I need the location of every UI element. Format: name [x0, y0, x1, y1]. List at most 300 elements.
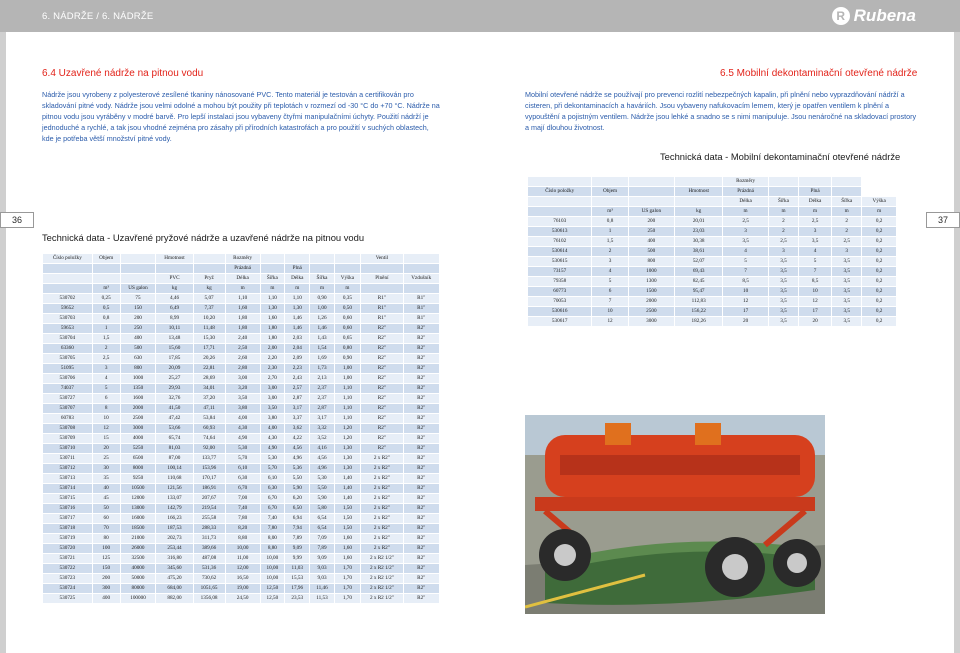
table-cell: 530713 [43, 474, 93, 484]
table-cell: 1,69 [310, 354, 334, 364]
table-cell: 530710 [43, 444, 93, 454]
table-row [528, 217, 897, 227]
table-cell: 2,87 [285, 394, 310, 404]
header-cell [592, 177, 628, 187]
table-cell: 6,50 [285, 504, 310, 514]
table-cell: 8,00 [260, 534, 284, 544]
table-cell: 2,37 [310, 384, 334, 394]
table-cell: R2" [403, 494, 440, 504]
header-cell: Plná [799, 187, 832, 197]
header-cell: m [334, 284, 361, 294]
table-cell: 0,2 [862, 287, 897, 297]
header-cell [92, 264, 120, 274]
table-cell: 7 [592, 297, 628, 307]
table-cell: 207,67 [193, 494, 225, 504]
table-cell: 17,96 [285, 584, 310, 594]
table-cell: R2" [403, 514, 440, 524]
table-cell: 6,70 [260, 494, 284, 504]
table-title-right: Technická data - Mobilní dekontaminační otevřené nádrže [660, 151, 901, 162]
table-cell: 7 [799, 267, 832, 277]
table-row [43, 464, 440, 474]
table-cell: 4,56 [285, 444, 310, 454]
table-cell: 3 [723, 227, 769, 237]
table-cell: 1,10 [225, 294, 260, 304]
table-cell: 6,54 [310, 524, 334, 534]
table-cell: 156,22 [675, 307, 723, 317]
table-cell: 29,93 [156, 384, 193, 394]
table-cell: 4 [592, 267, 628, 277]
header-cell: Prázdná [723, 187, 769, 197]
table-cell: 20,01 [675, 217, 723, 227]
header-cell [528, 207, 592, 217]
header-cell [334, 264, 361, 274]
table-cell: 1,46 [310, 324, 334, 334]
table-header-row [43, 284, 440, 294]
table-cell: 74037 [43, 384, 93, 394]
table-cell: 4,90 [260, 444, 284, 454]
table-cell: 1,50 [334, 514, 361, 524]
table-cell: 1356,08 [193, 594, 225, 604]
table-cell: 1,30 [334, 454, 361, 464]
header-cell: Plnění [361, 274, 403, 284]
table-cell: 112,83 [675, 297, 723, 307]
page-number-right: 37 [926, 212, 960, 228]
table-cell: 150 [92, 564, 120, 574]
table-cell: 2,09 [285, 354, 310, 364]
table-cell: 4,22 [285, 434, 310, 444]
table-cell: 9250 [120, 474, 156, 484]
table-cell: 81,03 [156, 444, 193, 454]
table-cell: 1,60 [225, 304, 260, 314]
table-cell: 7 [723, 267, 769, 277]
table-cell: 1,10 [260, 294, 284, 304]
table-row [528, 307, 897, 317]
table-cell: 11,00 [225, 554, 260, 564]
header-cell: Číslo položky [528, 187, 592, 197]
header-cell [156, 264, 193, 274]
table-cell: 530725 [43, 594, 93, 604]
table-cell: R2" [361, 414, 403, 424]
header-cell [768, 177, 798, 187]
table-cell: 121,56 [156, 484, 193, 494]
table-cell: 3,5 [723, 237, 769, 247]
table-cell: 2 x R2" [361, 454, 403, 464]
table-row [43, 514, 440, 524]
table-cell: 0,2 [862, 277, 897, 287]
table-row [528, 317, 897, 327]
table-cell: 13,48 [156, 334, 193, 344]
table-header-row [528, 187, 897, 197]
table-row [528, 237, 897, 247]
table-cell: R2" [403, 324, 440, 334]
table-row [43, 384, 440, 394]
table-cell: 2,50 [225, 344, 260, 354]
table-cell: 3,17 [310, 414, 334, 424]
table-cell: 4,16 [310, 444, 334, 454]
table-cell: 2 x R2" [361, 514, 403, 524]
table-cell: 530712 [43, 464, 93, 474]
table-cell: 1,46 [285, 314, 310, 324]
table-cell: R1" [361, 304, 403, 314]
header-cell: m [310, 284, 334, 294]
table-cell: 52,07 [675, 257, 723, 267]
table-cell: 1 [92, 324, 120, 334]
table-cell: 4,46 [156, 294, 193, 304]
table-cell: R2" [403, 484, 440, 494]
table-cell: 5,80 [310, 504, 334, 514]
table-cell: 2,5 [768, 237, 798, 247]
table-cell: 3,52 [310, 434, 334, 444]
table-cell: R2" [361, 354, 403, 364]
table-decon-tanks [527, 176, 897, 327]
table-cell: 2,5 [723, 217, 769, 227]
header-cell [361, 264, 403, 274]
table-cell: 1,60 [334, 554, 361, 564]
table-cell: 60773 [528, 287, 592, 297]
table-header-row [43, 254, 440, 264]
table-cell: 2,37 [310, 394, 334, 404]
table-row [43, 354, 440, 364]
table-cell: 4,56 [310, 454, 334, 464]
table-cell: 2500 [120, 414, 156, 424]
table-cell: 0,2 [862, 317, 897, 327]
table-cell: 28,69 [193, 374, 225, 384]
table-row [43, 554, 440, 564]
table-cell: 1,30 [260, 304, 284, 314]
table-cell: 2,03 [285, 334, 310, 344]
header-cell [260, 254, 284, 264]
table-cell: 530723 [43, 574, 93, 584]
table-row [43, 544, 440, 554]
table-cell: 80000 [120, 584, 156, 594]
table-cell: 531,36 [193, 564, 225, 574]
table-cell: R2" [403, 574, 440, 584]
table-cell: 500 [628, 247, 674, 257]
table-row [43, 584, 440, 594]
table-cell: R2" [403, 464, 440, 474]
header-cell [285, 254, 310, 264]
table-cell: 3000 [120, 424, 156, 434]
table-cell: 40 [92, 484, 120, 494]
table-cell: 25,27 [156, 374, 193, 384]
table-cell: 7,89 [285, 534, 310, 544]
table-cell: R1" [403, 304, 440, 314]
table-cell: 80 [92, 534, 120, 544]
table-cell: 2 x R2" [361, 544, 403, 554]
table-cell: R2" [361, 334, 403, 344]
table-cell: 15,53 [285, 574, 310, 584]
table-cell: 5,30 [260, 454, 284, 464]
table-cell: 1300 [628, 277, 674, 287]
table-cell: 530616 [528, 307, 592, 317]
table-cell: 6,70 [260, 504, 284, 514]
table-cell: 1350 [120, 384, 156, 394]
table-cell: 0,2 [862, 297, 897, 307]
table-cell: 255,58 [193, 514, 225, 524]
table-cell: 1,00 [310, 304, 334, 314]
header-cell [193, 254, 225, 264]
table-cell: 2,04 [285, 344, 310, 354]
table-cell: 74,64 [193, 434, 225, 444]
table-cell: 6500 [120, 454, 156, 464]
table-cell: 1,50 [334, 504, 361, 514]
table-cell: 6 [92, 394, 120, 404]
table-cell: 4,96 [285, 454, 310, 464]
table-cell: 3,80 [225, 404, 260, 414]
table-cell: 3,00 [225, 374, 260, 384]
header-cell: Hmotnost [675, 187, 723, 197]
table-cell: 6,10 [260, 474, 284, 484]
table-cell: 0,2 [862, 257, 897, 267]
table-cell: 3,5 [768, 297, 798, 307]
table-cell: 76103 [528, 217, 592, 227]
table-cell: 8 [92, 404, 120, 414]
table-cell: 1,80 [225, 324, 260, 334]
table-cell: 5,90 [285, 484, 310, 494]
table-cell: R2" [361, 434, 403, 444]
table-cell: 9,09 [285, 544, 310, 554]
table-cell: 50 [92, 504, 120, 514]
table-cell: 8,80 [225, 534, 260, 544]
table-cell: 1,70 [334, 584, 361, 594]
table-cell: R2" [361, 404, 403, 414]
header-cell: kg [193, 284, 225, 294]
header-cell: PVC [156, 274, 193, 284]
table-cell: 150 [120, 304, 156, 314]
table-cell: 0,50 [334, 304, 361, 314]
table-row [43, 504, 440, 514]
table-cell: 4,00 [260, 424, 284, 434]
header-cell: kg [675, 207, 723, 217]
table-cell: 6,30 [225, 474, 260, 484]
header-cell [403, 264, 440, 274]
header-cell [832, 187, 862, 197]
table-cell: 530727 [43, 394, 93, 404]
table-cell: 200 [92, 574, 120, 584]
table-cell: 2,60 [225, 354, 260, 364]
table-cell: 5 [799, 257, 832, 267]
table-cell: R2" [403, 374, 440, 384]
table-cell: 125 [92, 554, 120, 564]
table-cell: 5,30 [225, 444, 260, 454]
table-cell: 60,93 [193, 424, 225, 434]
table-cell: 3,5 [768, 287, 798, 297]
table-cell: 530615 [528, 257, 592, 267]
table-cell: 530705 [43, 354, 93, 364]
table-cell: 3,37 [285, 414, 310, 424]
table-header-row [528, 207, 897, 217]
table-cell: 684,00 [156, 584, 193, 594]
table-cell: 200 [120, 314, 156, 324]
table-cell: 6,94 [285, 514, 310, 524]
table-cell: 1,60 [334, 534, 361, 544]
header-cell: Prázdná [225, 264, 260, 274]
table-cell: 8,80 [260, 544, 284, 554]
table-cell: 2 x R2" [361, 534, 403, 544]
table-cell: 13000 [120, 504, 156, 514]
header-cell: Délka [285, 274, 310, 284]
table-cell: 53,84 [193, 414, 225, 424]
table-cell: 3,80 [260, 414, 284, 424]
table-cell: 3,5 [768, 307, 798, 317]
table-cell: 20 [723, 317, 769, 327]
table-cell: 200 [628, 217, 674, 227]
table-cell: 41,50 [156, 404, 193, 414]
table-cell: 530711 [43, 454, 93, 464]
table-cell: 3,32 [310, 424, 334, 434]
table-cell: R2" [403, 394, 440, 404]
table-cell: 530704 [43, 334, 93, 344]
table-cell: 70053 [528, 297, 592, 307]
table-cell: 2000 [120, 404, 156, 414]
table-cell: 17 [799, 307, 832, 317]
table-cell: 300 [92, 584, 120, 594]
table-cell: 530707 [43, 404, 93, 414]
table-cell: 2500 [628, 307, 674, 317]
table-cell: 40000 [120, 564, 156, 574]
table-cell: 100 [92, 544, 120, 554]
table-cell: 6,70 [225, 484, 260, 494]
table-cell: 1,30 [285, 304, 310, 314]
table-title-left: Technická data - Uzavřené pryžové nádrže a uzavřené nádrže na pitnou vodu [42, 232, 365, 243]
header-cell [675, 177, 723, 187]
header-cell: Objem [592, 187, 628, 197]
header-cell: Výška [862, 197, 897, 207]
table-cell: 18500 [120, 524, 156, 534]
header-cell [334, 254, 361, 264]
table-cell: 0,2 [862, 267, 897, 277]
section-title-6-5: 6.5 Mobilní dekontaminační otevřené nádrže [720, 68, 918, 79]
header-cell [628, 187, 674, 197]
table-cell: 0,2 [862, 307, 897, 317]
header-cell [193, 264, 225, 274]
table-cell: R2" [403, 384, 440, 394]
table-cell: 100,14 [156, 464, 193, 474]
table-cell: 2 x R2" [361, 494, 403, 504]
table-cell: 12 [723, 297, 769, 307]
header-cell: Výška [334, 274, 361, 284]
table-cell: 25 [92, 454, 120, 464]
table-cell: 170,17 [193, 474, 225, 484]
table-cell: 3,5 [768, 257, 798, 267]
table-cell: 389,66 [193, 544, 225, 554]
table-cell: 15 [92, 434, 120, 444]
table-cell: 24,50 [225, 594, 260, 604]
table-cell: 4,00 [225, 414, 260, 424]
table-cell: 45 [92, 494, 120, 504]
table-cell: 11,48 [193, 324, 225, 334]
header-cell: m [225, 284, 260, 294]
table-cell: 11,53 [310, 594, 334, 604]
table-cell: 0,80 [334, 344, 361, 354]
table-cell: 17,85 [156, 354, 193, 364]
table-cell: 0,25 [92, 294, 120, 304]
table-cell: 1,20 [334, 424, 361, 434]
table-cell: 10,00 [260, 574, 284, 584]
table-row [43, 524, 440, 534]
table-cell: R2" [403, 454, 440, 464]
table-cell: 6,30 [260, 484, 284, 494]
table-cell: 3,5 [832, 267, 862, 277]
table-cell: 21000 [120, 534, 156, 544]
table-cell: 1,46 [285, 324, 310, 334]
table-cell: 142,79 [156, 504, 193, 514]
table-cell: 2,40 [225, 334, 260, 344]
table-cell: 0,8 [92, 314, 120, 324]
table-cell: 2,30 [260, 364, 284, 374]
table-cell: 0,60 [334, 324, 361, 334]
section-title-6-4: 6.4 Uzavřené nádrže na pitnou vodu [42, 68, 204, 79]
table-cell: 1,60 [334, 544, 361, 554]
table-cell: 30,38 [675, 237, 723, 247]
header-cell: Šířka [260, 274, 284, 284]
table-cell: 12,50 [260, 584, 284, 594]
table-cell: R1" [403, 294, 440, 304]
table-cell: 530719 [43, 534, 93, 544]
table-cell: 8,5 [723, 277, 769, 287]
table-cell: 0,2 [862, 247, 897, 257]
table-cell: 20 [799, 317, 832, 327]
table-row [528, 267, 897, 277]
table-cell: 1,70 [334, 594, 361, 604]
table-cell: 4 [723, 247, 769, 257]
table-cell: 1,80 [225, 314, 260, 324]
table-cell: 4 [92, 374, 120, 384]
table-cell: 3,5 [768, 277, 798, 287]
table-row [43, 314, 440, 324]
table-header-row [528, 177, 897, 187]
table-cell: 3,50 [225, 394, 260, 404]
table-cell: 5,50 [310, 484, 334, 494]
table-cell: 9,03 [310, 564, 334, 574]
table-cell: 1,5 [592, 237, 628, 247]
table-header-row [528, 197, 897, 207]
table-cell: 3,5 [799, 237, 832, 247]
table-cell: R2" [403, 594, 440, 604]
header-cell: m³ [92, 284, 120, 294]
table-cell: 630 [120, 354, 156, 364]
header-cell [43, 284, 93, 294]
table-cell: 288,33 [193, 524, 225, 534]
table-cell: 10 [92, 414, 120, 424]
table-cell: 530722 [43, 564, 93, 574]
table-cell: 4,90 [225, 434, 260, 444]
table-cell: 10 [799, 287, 832, 297]
table-cell: 1500 [628, 287, 674, 297]
table-header-row [43, 274, 440, 284]
table-row [43, 334, 440, 344]
table-cell: 4,96 [310, 464, 334, 474]
header-cell: Šířka [768, 197, 798, 207]
table-cell: 70 [92, 524, 120, 534]
header-cell: Délka [723, 197, 769, 207]
table-cell: 1,73 [310, 364, 334, 374]
header-cell [260, 264, 284, 274]
table-cell: 4,30 [225, 424, 260, 434]
table-cell: 1,10 [334, 384, 361, 394]
table-cell: 11,03 [285, 564, 310, 574]
table-cell: 10,00 [260, 564, 284, 574]
table-cell: 2 x R2" [361, 464, 403, 474]
table-cell: 2,23 [285, 364, 310, 374]
table-row [528, 287, 897, 297]
table-cell: 5 [592, 277, 628, 287]
header-cell [675, 197, 723, 207]
table-cell: 530721 [43, 554, 93, 564]
table-cell: 1600 [120, 394, 156, 404]
header-cell: Plná [285, 264, 310, 274]
table-cell: 10,00 [225, 544, 260, 554]
